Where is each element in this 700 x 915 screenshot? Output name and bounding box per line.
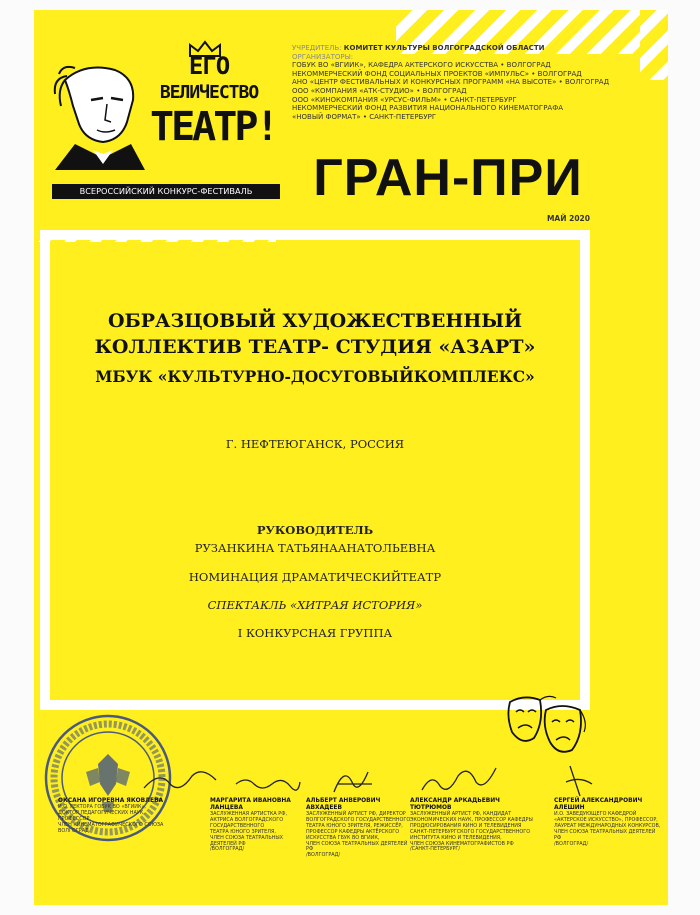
jury-line: И.О. ЗАВЕДУЮЩЕГО КАФЕДРОЙ — [554, 811, 637, 817]
jury-line: ЭКОНОМИЧЕСКИХ НАУК, ПРОФЕССОР КАФЕДРЫ — [410, 816, 533, 823]
organizer-line: ООО «КИНОКОМПАНИЯ «УРСУС-ФИЛЬМ» • САНКТ-ПЕТЕРБУРГ — [292, 95, 517, 104]
signature-2 — [232, 762, 302, 798]
jury-line: ВОЛГОГРАДСКОГО ГОСУДАРСТВЕННОГО — [306, 816, 411, 823]
jury-member — [306, 798, 414, 859]
contest-group: I КОНКУРСНАЯ ГРУППА — [237, 626, 393, 640]
jury-line: ВОЛГОГРАД — [58, 827, 89, 834]
jury-line: «АКТЕРСКОЕ ИСКУССТВО», ПРОФЕССОР, — [554, 816, 658, 823]
jury-name: АЛЕКСАНДР АРКАДЬЕВИЧ ТЮТРЮМОВ — [410, 798, 500, 811]
jury-line: ИСКУССТВА ГБУК ВО ВГИИК, — [306, 834, 380, 841]
jury-name: МАРГАРИТА ИВАНОВНА ЛАНЦЕВА — [210, 798, 291, 811]
diploma-body — [60, 250, 570, 690]
logo-line-3: ТЕАТР! — [150, 104, 277, 150]
jury-name: АЛЬБЕРТ АНВЕРОВИЧ АВХАДЕЕВ — [306, 798, 381, 811]
theatre-masks-icon — [500, 692, 592, 766]
organizer-line: ООО «КОМПАНИЯ «АТК-СТУДИО» • ВОЛГОГРАД — [292, 86, 467, 95]
jury-line: /САНКТ-ПЕТЕРБУРГ/ — [410, 846, 461, 853]
leader-name: РУЗАНКИНА ТАТЬЯНААНАТОЛЬЕВНА — [194, 541, 436, 555]
organizer-line: «НОВЫЙ ФОРМАТ» • САНКТ-ПЕТЕРБУРГ — [292, 112, 437, 121]
award-title: ГРАН-ПРИ — [313, 149, 583, 207]
jury-line: ИНСТИТУТА КИНО И ТЕЛЕВИДЕНИЯ, — [410, 834, 502, 841]
logo-line-1: ЕГО — [188, 52, 230, 80]
award-date: МАЙ 2020 — [546, 214, 590, 223]
organizers-block — [292, 44, 622, 121]
jury-line: ПРОДЮСИРОВАНИЯ КИНО И ТЕЛЕВИДЕНИЯ — [410, 822, 522, 829]
jury-line: ДЕЯТЕЛЕЙ РФ — [210, 840, 246, 847]
jury-member — [210, 798, 310, 853]
leader-label: РУКОВОДИТЕЛЬ — [256, 523, 374, 537]
jury-line: ТЕАТРА ЮНОГО ЗРИТЕЛЯ, РЕЖИССЁР, — [306, 822, 403, 829]
jury-line: АКТРИСА ВОЛГОГРАДСКОГО — [210, 816, 284, 823]
festival-band: ВСЕРОССИЙСКИЙ КОНКУРС-ФЕСТИВАЛЬ — [52, 184, 280, 199]
jury-line: ЧЛЕН КИНЕМАТОГРАФИЧЕСКОГО СОЮЗА — [58, 821, 164, 828]
jury-line: /ВОЛГОГРАД/ — [554, 840, 589, 847]
jury-member — [410, 798, 534, 853]
collective-line-1: ОБРАЗЦОВЫЙ ХУДОЖЕСТВЕННЫЙ — [107, 310, 523, 332]
organizer-line: НЕКОММЕРЧЕСКИЙ ФОНД РАЗВИТИЯ НАЦИОНАЛЬНОГО КИНЕМАТОГРАФА — [292, 104, 564, 113]
jury-line: САНКТ-ПЕТЕРБУРГСКОГО ГОСУДАРСТВЕННОГО — [410, 828, 531, 835]
collective-line-2: КОЛЛЕКТИВ ТЕАТР- СТУДИЯ «АЗАРТ» — [94, 336, 536, 358]
founder-label: УЧРЕДИТЕЛЬ: — [292, 44, 342, 52]
jury-line: /ВОЛГОГРАД/ — [306, 852, 341, 859]
collective-name — [60, 308, 570, 360]
organizer-line: ГОБУК ВО «ВГИИК», КАФЕДРА АКТЕРСКОГО ИСКУССТВА • ВОЛГОГРАД — [292, 61, 551, 70]
organizer-line: АНО «ЦЕНТР ФЕСТИВАЛЬНЫХ И КОНКУРСНЫХ ПРОГРАММ «НА ВЫСОТЕ» • ВОЛГОГРАД — [292, 78, 610, 87]
signature-1 — [140, 762, 220, 798]
organizer-line: НЕКОММЕРЧЕСКИЙ ФОНД СОЦИАЛЬНЫХ ПРОЕКТОВ «ИМПУЛЬС» • ВОЛГОГРАД — [292, 69, 582, 78]
jury-line: ЗАСЛУЖЕННАЯ АРТИСТКА РФ, — [210, 811, 287, 817]
jury-line: ЧЛЕН СОЮЗА КИНЕМАТОГРАФИСТОВ РФ — [410, 840, 514, 847]
edge-stripes — [640, 10, 668, 80]
jury-line: ЗАСЛУЖЕННЫЙ АРТИСТ РФ, КАНДИДАТ — [410, 811, 512, 817]
jury-line: ТЕАТРА ЮНОГО ЗРИТЕЛЯ, — [210, 828, 276, 835]
jury-member — [554, 798, 662, 847]
jury-name: СЕРГЕЙ АЛЕКСАНДРОВИЧ АЛЕШИН — [554, 798, 643, 811]
jury-name: ОКСАНА ИГОРЕВНА ЯКОВЛЕВА — [58, 798, 164, 804]
signature-4 — [418, 762, 498, 798]
founder-name: КОМИТЕТ КУЛЬТУРЫ ВОЛГОГРАДСКОЙ ОБЛАСТИ — [343, 44, 545, 52]
organizers-label: ОРГАНИЗАТОРЫ: — [292, 52, 354, 61]
jury-line: ГОСУДАРСТВЕННОГО — [210, 822, 265, 829]
jury-member — [58, 798, 176, 835]
jury-line: ЛАУРЕАТ МЕЖДУНАРОДНЫХ КОНКУРСОВ, — [554, 822, 661, 829]
jury-line: ЧЛЕН СОЮЗА ТЕАТРАЛЬНЫХ ДЕЯТЕЛЕЙ РФ — [554, 828, 656, 841]
signature-5 — [560, 762, 600, 798]
signature-3 — [328, 762, 378, 798]
city: Г. НЕФТЕЮГАНСК, РОССИЯ — [225, 437, 405, 451]
play-title: СПЕКТАКЛЬ «ХИТРАЯ ИСТОРИЯ» — [207, 598, 423, 612]
portrait-drawing — [45, 60, 155, 170]
logo-line-2: ВЕЛИЧЕСТВО — [159, 82, 259, 103]
jury-line: ЧЛЕН СОЮЗА ТЕАТРАЛЬНЫХ — [210, 834, 284, 841]
jury-line: ПРОФЕССОР КАФЕДРЫ АКТЁРСКОГО — [306, 828, 400, 835]
jury-line: /ВОЛГОГРАД/ — [210, 846, 245, 853]
institution-name: МБУК «КУЛЬТУРНО-ДОСУГОВЫЙКОМПЛЕКС» — [95, 367, 535, 386]
jury-line: И.О. РЕКТОРА ГОБУК ВО «ВГИИК», — [58, 804, 146, 810]
jury-line: ДОКТОР ПЕДАГОГИЧЕСКИХ НАУК, ПРОФЕССОР, — [58, 809, 145, 822]
nomination: НОМИНАЦИЯ ДРАМАТИЧЕСКИЙТЕАТР — [188, 570, 442, 584]
jury-line: ЗАСЛУЖЕННЫЙ АРТИСТ РФ, ДИРЕКТОР — [306, 811, 406, 817]
jury-line: ЧЛЕН СОЮЗА ТЕАТРАЛЬНЫХ ДЕЯТЕЛЕЙ РФ — [306, 840, 408, 853]
